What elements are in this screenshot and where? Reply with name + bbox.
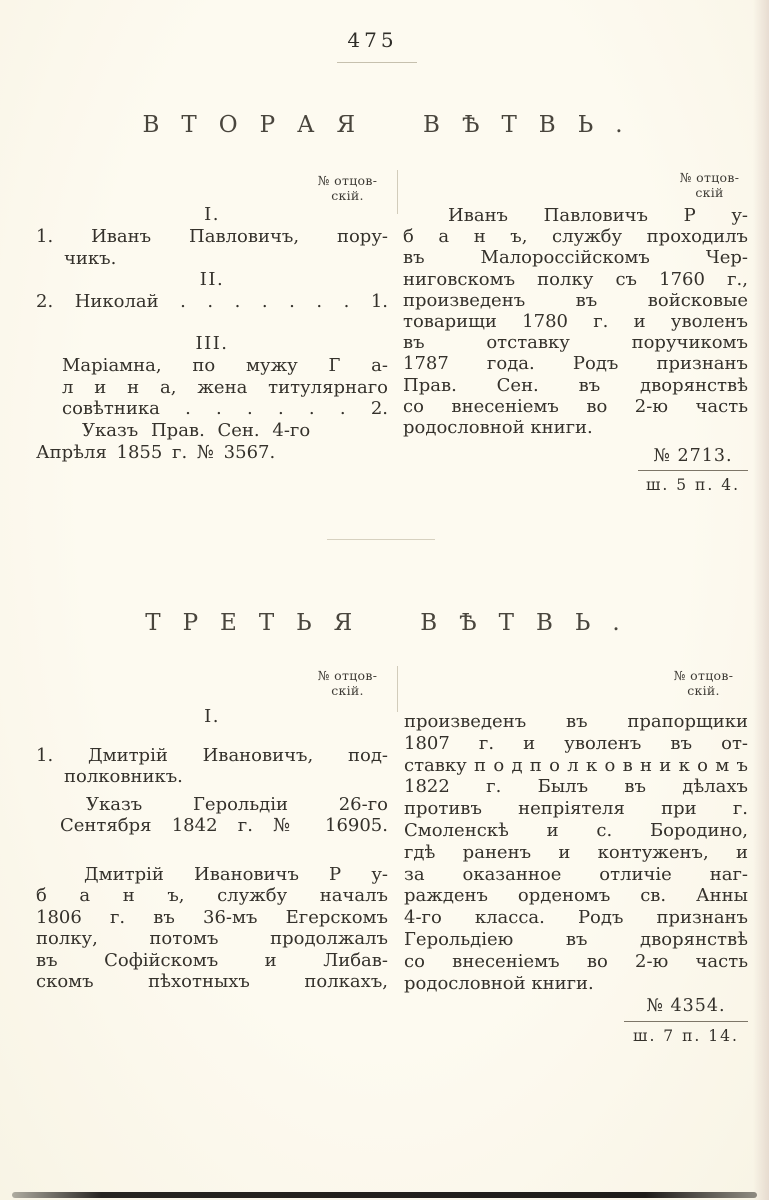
roman-numeral-heading: III. <box>195 332 229 354</box>
spacer <box>36 728 388 745</box>
text-line: скомъ пѣхотныхъ полкахъ, <box>36 971 388 992</box>
text-line: Смоленскѣ и с. Бородино, <box>404 819 748 841</box>
case-number: № 4354. <box>646 996 726 1017</box>
header-line: скій <box>695 185 724 200</box>
right-column-branch-two <box>403 205 748 497</box>
text-line: Иванъ Павловичъ Р у- <box>448 205 748 226</box>
page-number: 475 <box>347 28 398 52</box>
text-line: Герольдіею въ дворянствѣ <box>404 928 748 950</box>
header-line: № отцов- <box>673 668 734 683</box>
section-divider-rule <box>327 539 435 540</box>
case-reference-block <box>638 446 748 496</box>
text-line: 1. Иванъ Павловичъ, пору- <box>36 225 388 247</box>
branch-heading-third <box>0 610 769 636</box>
text-line: Указъ Прав. Сен. 4-го <box>82 420 311 442</box>
text-line: Апрѣля 1855 г. № 3567. <box>36 441 276 463</box>
case-note: ш. 5 п. 4. <box>638 470 748 496</box>
text-line: произведенъ въ прапорщики <box>404 711 748 732</box>
column-divider-rule <box>397 170 398 214</box>
header-line: № отцов- <box>317 173 378 188</box>
case-number: № 2713. <box>653 446 733 467</box>
left-column-branch-two <box>36 204 388 464</box>
text-line: 1822 г. Былъ въ дѣлахъ <box>404 776 748 798</box>
branch-heading-word: ВТОРАЯ <box>142 112 378 138</box>
text-line: 1787 года. Родъ признанъ <box>403 353 748 375</box>
branch-heading-word: ВѢТВЬ. <box>420 610 642 636</box>
text-line: за оказанное отличіе наг- <box>404 863 748 885</box>
text-line: Маріамна, по мужу Г а- <box>62 354 388 376</box>
text-line: родословной книги. <box>404 972 594 994</box>
text-line: л и н а, жена титулярнаго <box>62 376 388 398</box>
scan-edge-tint <box>753 0 769 1200</box>
ancestor-number-header <box>300 668 395 698</box>
text-line: полковникъ. <box>64 766 183 787</box>
case-note: ш. 7 п. 14. <box>624 1021 748 1048</box>
text-line: произведенъ въ войсковые <box>403 289 748 311</box>
text-line: 4-го класса. Родъ признанъ <box>404 907 748 929</box>
text-line: со внесеніемъ во 2-ю часть <box>403 395 748 417</box>
dot-leader-entry: 2. Николай . . . . . . . 1. <box>36 291 388 313</box>
scan-edge-bar <box>12 1192 757 1198</box>
text-line: б а н ъ, службу проходилъ <box>403 226 748 248</box>
roman-numeral-heading: I. <box>204 204 220 225</box>
ancestor-number-header <box>300 173 395 203</box>
ancestor-number-header <box>656 668 751 698</box>
text-line: б а н ъ, службу началъ <box>36 885 388 906</box>
left-column-branch-three <box>36 706 388 993</box>
text-line: Прав. Сен. въ дворянствѣ <box>403 374 748 396</box>
text-line: товарищи 1780 г. и уволенъ <box>403 311 748 333</box>
branch-heading-second <box>0 112 769 138</box>
text-line: противъ непріятеля при г. <box>404 798 748 820</box>
text-line: 1807 г. и уволенъ въ от- <box>404 732 748 754</box>
case-reference-block <box>624 996 748 1048</box>
text-line: Сентября 1842 г. № 16905. <box>60 815 388 836</box>
header-line: скій. <box>331 188 364 203</box>
roman-numeral-heading: II. <box>199 269 225 291</box>
text-line: въ Малороссійскомъ Чер- <box>403 247 748 269</box>
page-number-rule <box>337 62 417 63</box>
text-line: ражденъ орденомъ св. Анны <box>404 885 748 907</box>
branch-heading-word: ТРЕТЬЯ <box>145 610 375 636</box>
ancestor-number-header <box>662 170 757 200</box>
text-line: родословной книги. <box>403 417 593 439</box>
roman-numeral-heading: I. <box>204 706 220 727</box>
right-column-branch-three <box>404 711 748 1048</box>
text-line: въ Софійскомъ и Либав- <box>36 949 388 971</box>
spacer <box>36 313 388 333</box>
header-line: № отцов- <box>317 668 378 683</box>
text-line: ниговскомъ полку съ 1760 г., <box>403 268 748 290</box>
text-line: 1. Дмитрій Ивановичъ, под- <box>36 744 388 766</box>
text-line: Указъ Герольдіи 26-го <box>86 793 388 815</box>
header-line: скій. <box>687 683 720 698</box>
dot-leader-entry: совѣтника . . . . . . 2. <box>62 398 388 420</box>
column-divider-rule <box>397 666 398 712</box>
header-line: № отцов- <box>679 170 740 185</box>
text-line: Дмитрій Ивановичъ Р у- <box>84 863 388 885</box>
text-line: чикъ. <box>64 247 117 269</box>
text-line: со внесеніемъ во 2-ю часть <box>404 950 748 972</box>
branch-heading-word: ВѢТВЬ. <box>423 112 645 138</box>
text-line: въ отставку поручикомъ <box>403 332 748 354</box>
text-line: ставку п о д п о л к о в н и к о м ъ <box>404 754 748 776</box>
text-line: гдѣ раненъ и контуженъ, и <box>404 841 748 863</box>
text-line: 1806 г. въ 36-мъ Егерскомъ <box>36 906 388 928</box>
header-line: скій. <box>331 683 364 698</box>
spacer <box>36 837 388 864</box>
text-line: полку, потомъ продолжалъ <box>36 928 388 949</box>
